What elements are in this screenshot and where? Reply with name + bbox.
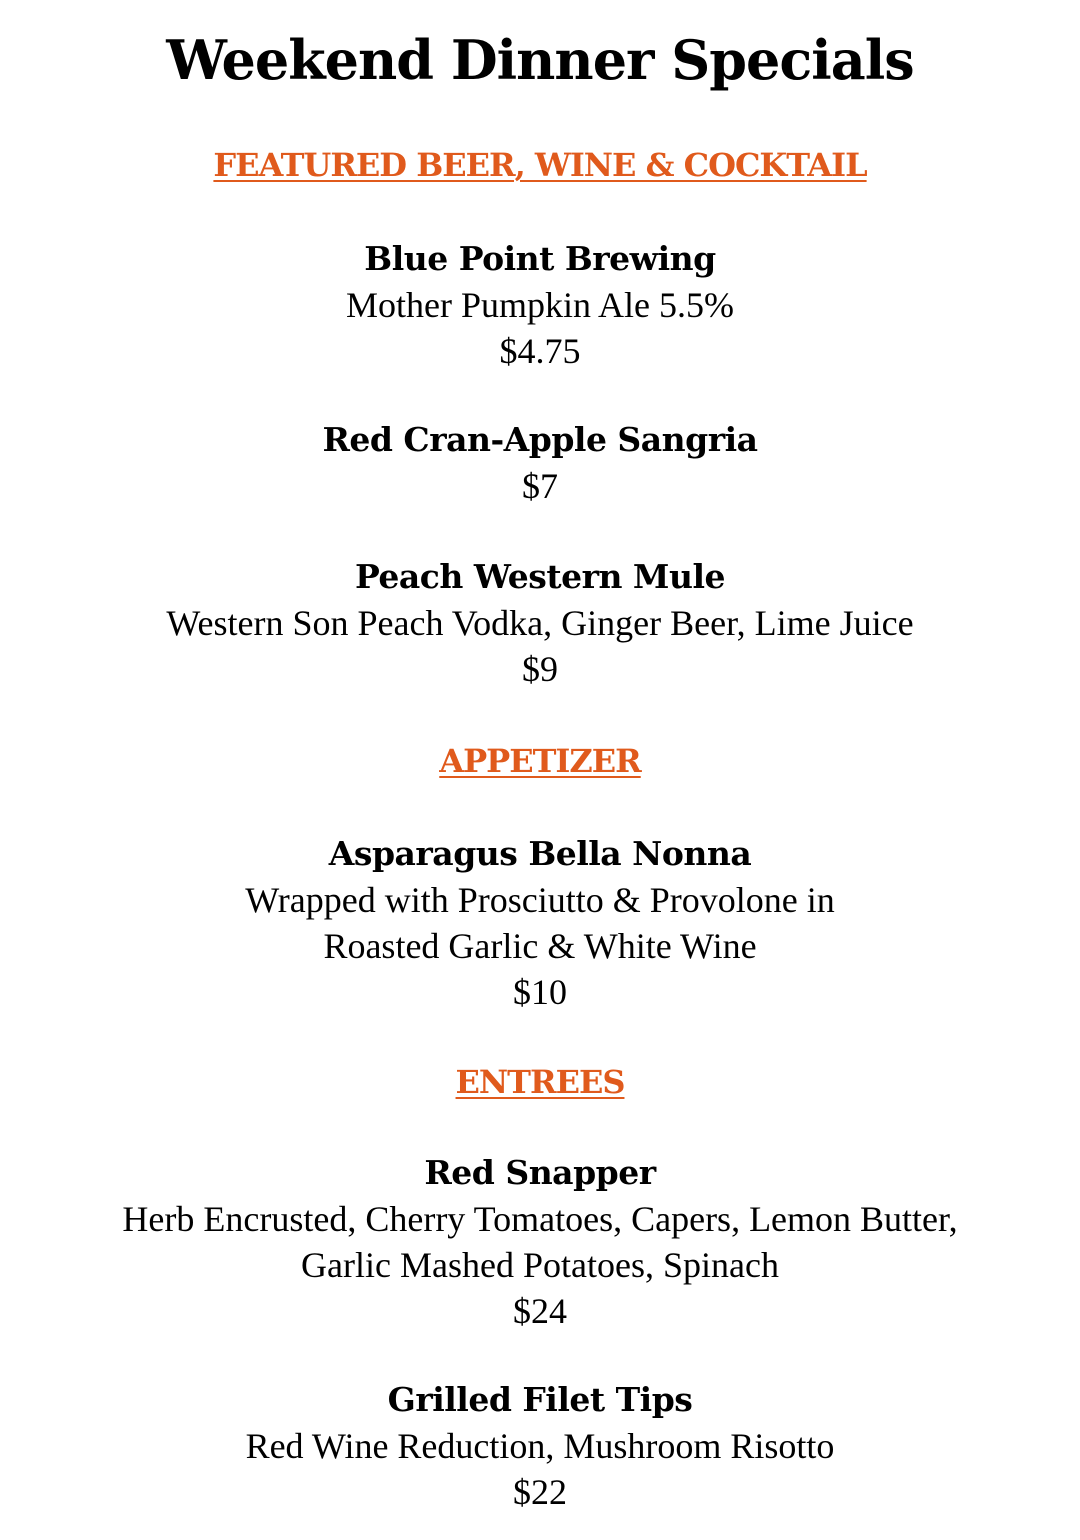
item-description: Western Son Peach Vodka, Ginger Beer, Lime Juice (166, 603, 914, 643)
item-name: Red Cran-Apple Sangria (322, 420, 758, 459)
menu-item-peach-western-mule (0, 554, 1080, 692)
section-heading-appetizer: APPETIZER (439, 742, 641, 780)
menu-item-asparagus-bella-nonna (0, 831, 1080, 1015)
item-description-line-2: Roasted Garlic & White Wine (323, 926, 757, 966)
item-name: Peach Western Mule (355, 557, 725, 596)
item-description-line-1: Herb Encrusted, Cherry Tomatoes, Capers, Lemon Butter, (122, 1199, 958, 1239)
item-price: $7 (522, 466, 558, 506)
menu-item-red-snapper (0, 1150, 1080, 1334)
item-name: Blue Point Brewing (364, 239, 716, 278)
section-heading-entrees: ENTREES (455, 1063, 625, 1101)
item-price: $10 (513, 972, 567, 1012)
item-price: $9 (522, 649, 558, 689)
item-price: $24 (513, 1291, 567, 1331)
item-description: Mother Pumpkin Ale 5.5% (346, 285, 734, 325)
item-description-line-1: Wrapped with Prosciutto & Provolone in (245, 880, 835, 920)
page-title: Weekend Dinner Specials (166, 28, 914, 92)
menu-item-red-cran-apple-sangria (0, 417, 1080, 509)
item-name: Asparagus Bella Nonna (328, 834, 752, 873)
item-price: $4.75 (499, 331, 581, 371)
item-description-line-2: Garlic Mashed Potatoes, Spinach (301, 1245, 779, 1285)
item-price: $22 (513, 1472, 567, 1512)
item-name: Grilled Filet Tips (387, 1380, 693, 1419)
section-heading-drinks: FEATURED BEER, WINE & COCKTAIL (213, 146, 867, 184)
item-description: Red Wine Reduction, Mushroom Risotto (245, 1426, 835, 1466)
menu-item-grilled-filet-tips (0, 1377, 1080, 1515)
menu-item-blue-point-brewing (0, 236, 1080, 374)
item-name: Red Snapper (424, 1153, 656, 1192)
